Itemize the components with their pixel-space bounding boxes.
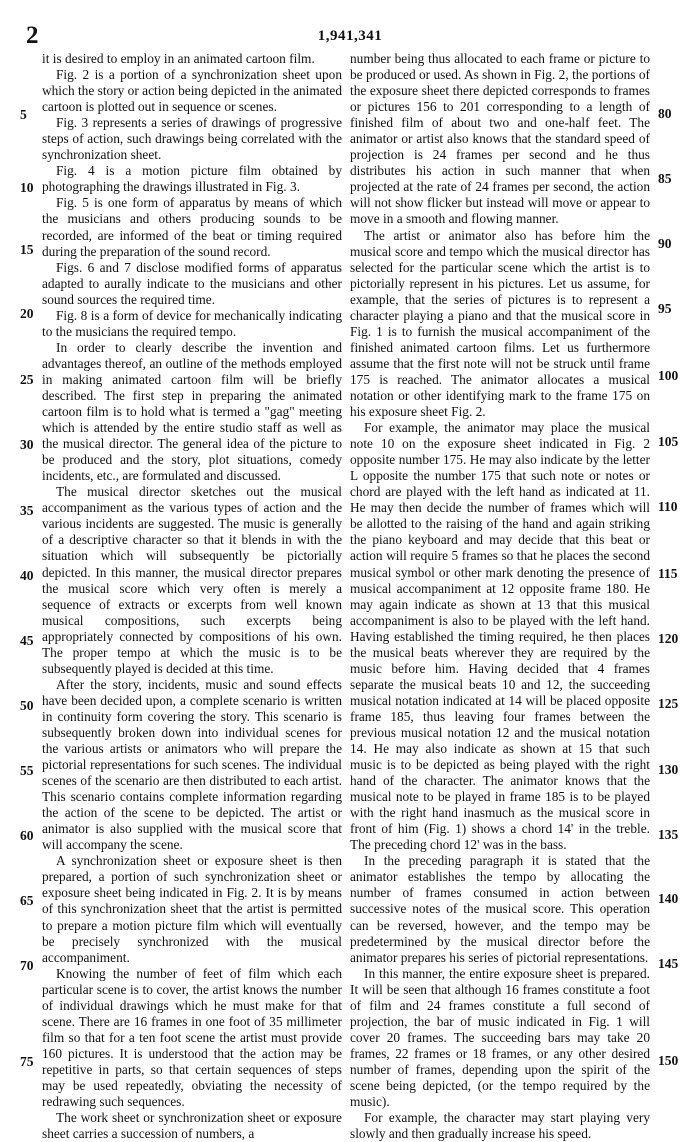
- line-number: 60: [20, 828, 34, 843]
- paragraph: Figs. 6 and 7 disclose modified forms of apparatus adapted to aurally indicate to the musicians and other sound sources the required time.: [42, 259, 342, 307]
- line-number: 80: [658, 106, 672, 121]
- line-number: 125: [658, 696, 679, 711]
- line-number: 85: [658, 171, 672, 186]
- right-column: [350, 51, 650, 1142]
- paragraph: The artist or animator also has before him the musical score and tempo which the musical director has selected for the particular scene which the artist is to pictorially represent in his pictures. Let us assume, for example, that the series of pictures is to represent a character playing a piano and that the musical score in Fig. 1 is to furnish the musical accompaniment of the finished animated cartoon films. Let us furthermore assume that the first note will not be struck until frame 175 is reached. The animator allocates a musical notation or other identifying mark to the frame 175 on his exposure sheet Fig. 2.: [350, 227, 650, 420]
- paragraph: Fig. 2 is a portion of a synchronization sheet upon which the story or action being depicted in the animated cartoon is plotted out in sequence or scenes.: [42, 67, 342, 115]
- paragraph: Fig. 3 represents a series of drawings of progressive steps of action, such drawings being correlated with the synchronization sheet.: [42, 115, 342, 163]
- line-number: 50: [20, 698, 34, 713]
- line-number: 130: [658, 762, 679, 777]
- paragraph: After the story, incidents, music and sound effects have been decided upon, a complete scenario is written in continuity form covering the story. This scenario is subsequently broken down into individual scenes for the various artists or animators who will prepare the pictorial representations for such scenes. The individual scenes of the scenario are then distributed to each artist. This scenario contains complete information regarding the action of the scene to be depicted. The artist or animator is also supplied with the musical score that will accompany the scene.: [42, 676, 342, 853]
- line-number: 70: [20, 958, 34, 973]
- line-number: 140: [658, 891, 679, 906]
- line-number: 65: [20, 893, 34, 908]
- paragraph: For example, the character may start playing very slowly and then gradually increase his speed.: [350, 1110, 650, 1142]
- paragraph: Knowing the number of feet of film which each particular scene is to cover, the artist knows the number of individual drawings which he must make for that scene. There are 16 frames in one foot of 35 millimeter film so that for a ten foot scene the artist must provide 160 pictures. It is understood that the action may be repetitive in parts, so that certain sequences of steps may be used repeatedly, obviating the necessity of redrawing such sequences.: [42, 965, 342, 1110]
- line-number: 35: [20, 503, 34, 518]
- line-number: 30: [20, 437, 34, 452]
- paragraph: number being thus allocated to each frame or picture to be produced or used. As shown in Fig. 2, the portions of the exposure sheet there depicted corresponds to frames or pictures 156 to 201 corresponding to a length of finished film of about two and one-half feet. The animator or artist also knows that the standard speed of projection is 24 frames per second and he thus distributes his action in such manner that when projected at the rate of 24 frames per second, the action will not show flicker but instead will move or appear to move in a smooth and flowing manner.: [350, 51, 650, 227]
- line-number: 115: [658, 566, 678, 581]
- paragraph: Fig. 8 is a form of device for mechanically indicating to the musicians the required tempo.: [42, 307, 342, 339]
- paragraph: The work sheet or synchronization sheet or exposure sheet carries a succession of numbers, a: [42, 1110, 342, 1142]
- line-number: 105: [658, 434, 679, 449]
- line-number: 20: [20, 306, 34, 321]
- page-number: 2: [26, 22, 39, 49]
- paragraph: A synchronization sheet or exposure sheet is then prepared, a portion of such synchronization sheet or exposure sheet being indicated in Fig. 2. It is by means of this synchronization sheet that the artist is permitted to prepare a motion picture film which will eventually be precisely synchronized with the musical accompaniment.: [42, 853, 342, 965]
- paragraph: The musical director sketches out the musical accompaniment as the various types of action and the various incidents are suggested. The music is generally of a descriptive character so that it blends in with the situation which will subsequently be pictorially depicted. In this manner, the musical director prepares the musical score which very often is merely a sequence of extracts or excerpts from well known musical compositions, such excerpts being appropriately connected by compositions of his own. The proper tempo at which the music is to be subsequently played is decided at this time.: [42, 484, 342, 676]
- paragraph: Fig. 5 is one form of apparatus by means of which the musicians and others producing sounds to be recorded, are informed of the beat or timing required during the preparation of the sound record.: [42, 195, 342, 259]
- line-number: 150: [658, 1053, 679, 1068]
- line-number: 90: [658, 236, 672, 251]
- line-number: 135: [658, 827, 679, 842]
- paragraph: In this manner, the entire exposure sheet is prepared. It will be seen that although 16 frames constitute a foot of film and 24 frames constitute a full second of projection, the bar of music indicated in Fig. 1 will cover 20 frames. The succeeding bars may take 20 frames, 22 frames or 18 frames, or any other desired number of frames, depending upon the spirit of the scene being depicted, (or the tempo required by the music).: [350, 965, 650, 1110]
- line-number: 40: [20, 568, 34, 583]
- line-number: 110: [658, 499, 678, 514]
- line-number: 25: [20, 372, 34, 387]
- line-number: 15: [20, 242, 34, 257]
- line-number: 5: [20, 107, 27, 122]
- patent-number: 1,941,341: [317, 28, 383, 44]
- line-number: 95: [658, 301, 672, 316]
- left-column: [42, 51, 342, 1142]
- paragraph: it is desired to employ in an animated cartoon film.: [42, 51, 315, 66]
- paragraph: In order to clearly describe the invention and advantages thereof, an outline of the methods employed in making animated cartoon film will be briefly described. The first step in preparing the animated cartoon film is to hold what is termed a "gag" meeting which is attended by the entire studio staff as well as the musical director. The general idea of the picture to be produced and the story, plot situations, comedy incidents, etc., are formulated and discussed.: [42, 339, 342, 484]
- line-number: 55: [20, 763, 34, 778]
- paragraph: For example, the animator may place the musical note 10 on the exposure sheet indicated in Fig. 2 opposite number 175. He may also indicate by the letter L opposite the number 175 that such note or notes or chord are played with the left hand as indicated at 11. He may then decide the number of frames which will be allotted to the raising of the hand and again striking the piano keyboard and may decide that this beat or action will require 5 frames so that he places the second musical symbol or other mark denoting the presence of musical accompaniment at 12 opposite frame 180. He may again indicate as shown at 13 that this musical accompaniment is also to be played with the left hand. Having established the timing required, he then places the musical beats wherever they are required by the music before him. Having decided that 4 frames separate the musical beats 10 and 12, the succeeding musical notation indicated at 14 will be placed opposite frame 185, thus leaving four frames between the previous musical notation 12 and the musical notation 14. He may also indicate as shown at 15 that such music is to be depicted as being played with the right hand of the character. The animator knows that the musical note to be played in frame 185 is to be played with the right hand inasmuch as the musical score in front of him (Fig. 1) shows a chord 14' in the treble. The preceding chord 12' was in the bass.: [350, 420, 650, 853]
- paragraph: In the preceding paragraph it is stated that the animator establishes the tempo by allocating the number of frames consumed in action between successive notes of the musical score. This operation can be reversed, however, and the tempo may be predetermined by the musical director before the animator prepares his series of pictorial representations.: [350, 853, 650, 965]
- line-number: 10: [20, 180, 34, 195]
- line-number: 120: [658, 631, 679, 646]
- line-number: 75: [20, 1054, 34, 1069]
- line-number: 100: [658, 368, 679, 383]
- line-number: 45: [20, 633, 34, 648]
- paragraph: Fig. 4 is a motion picture film obtained by photographing the drawings illustrated in Fig. 3.: [42, 163, 342, 195]
- line-number: 145: [658, 956, 679, 971]
